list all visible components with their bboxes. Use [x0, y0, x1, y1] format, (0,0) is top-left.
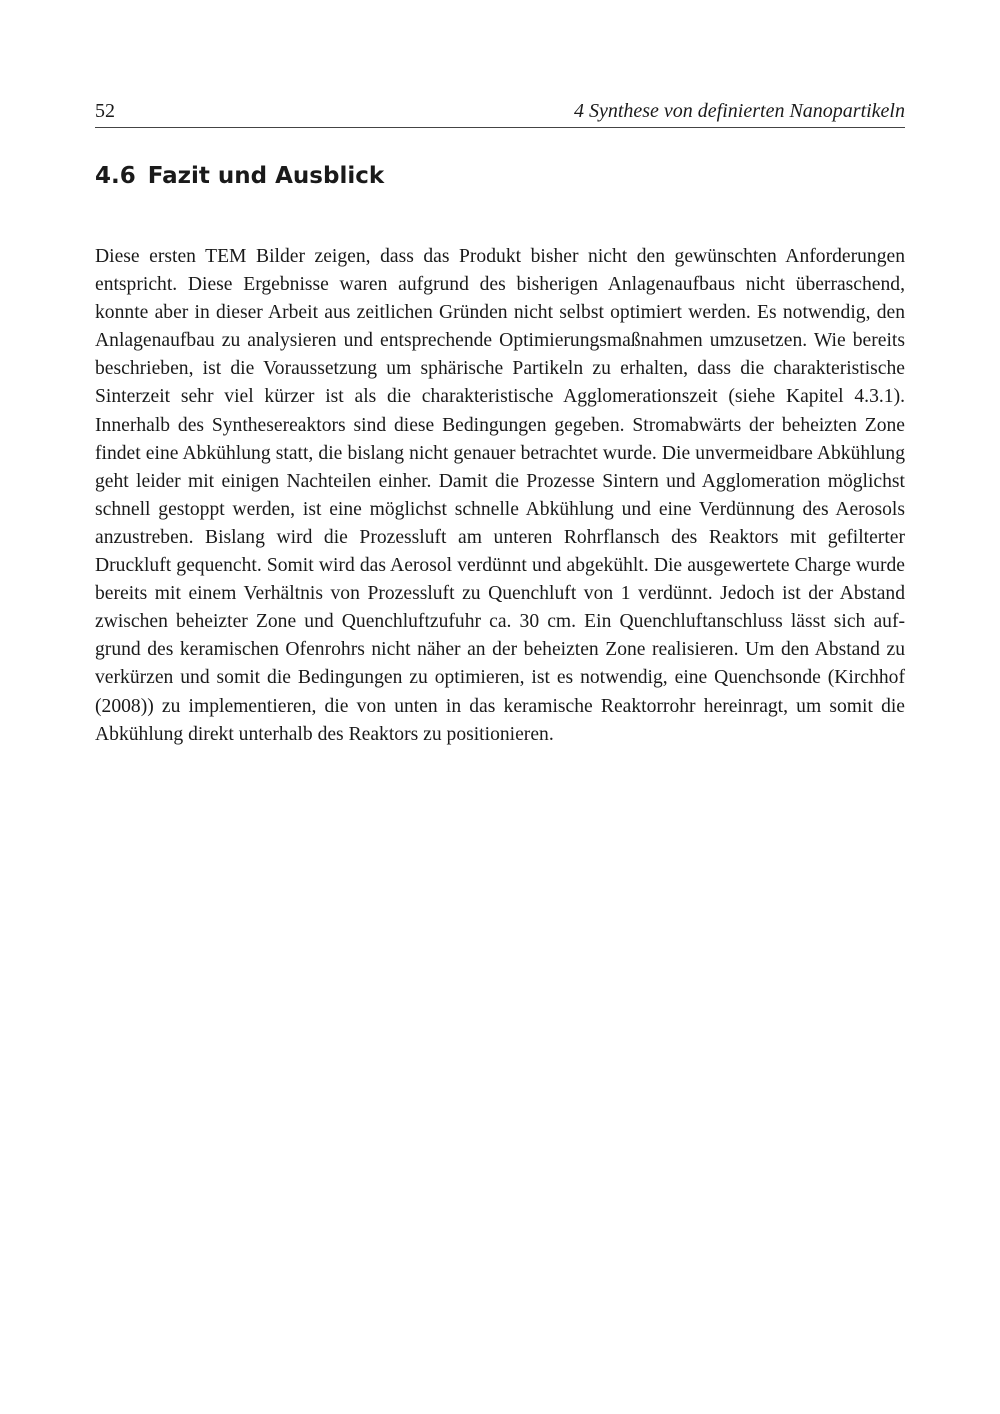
section-number: 4.6 [95, 163, 136, 189]
section-heading [95, 163, 384, 189]
running-header [95, 100, 905, 128]
body-paragraph: Diese ersten TEM Bilder zeigen, dass das Produkt bisher nicht den gewünschten Anforderungen entspricht. Diese Ergebnisse waren aufgrund des bisherigen Anlagenaufbaus nicht überraschend, konnte aber in dieser Arbeit aus zeitlichen Gründen nicht selbst optimiert werden. Es notwendig, den Anlagenaufbau zu analysieren und entsprechende Optimierungsmaßnahmen umzusetzen. Wie bereits beschrieben, ist die Voraussetzung um sphärische Partikeln zu erhalten, dass die charakteristische Sinterzeit sehr viel kürzer ist als die charakteristische Agglomerationszeit (siehe Kapitel 4.3.1). Innerhalb des Synthesereaktors sind diese Bedingungen gegeben. Stromabwärts der beheizten Zone findet eine Abkühlung statt, die bislang nicht genauer betrachtet wurde. Die unvermeidbare Abkühlung geht leider mit einigen Nachteilen einher. Damit die Prozesse Sintern und Agglomeration möglichst schnell gestoppt werden, ist eine möglichst schnelle Abkühlung und eine Verdünnung des Aerosols anzustreben. Bislang wird die Prozessluft am unteren Rohrflansch des Reaktors mit gefilterter Druckluft gequencht. Somit wird das Aerosol verdünnt und abgekühlt. Die ausgewertete Charge wurde bereits mit einem Verhältnis von Prozessluft zu Quenchluft von 1 verdünnt. Jedoch ist der Abstand zwischen beheizter Zone und Quenchluftzufuhr ca. 30 cm. Ein Quenchluftanschluss lässt sich aufgrund des keramischen Ofenrohrs nicht näher an der beheizten Zone realisieren. Um den Abstand zu verkürzen und somit die Bedingungen zu optimieren, ist es notwendig, eine Quenchsonde (Kirchhof (2008)) zu implementieren, die von unten in das keramische Reaktorrohr hereinragt, um somit die Abkühlung direkt unterhalb des Reaktors zu positionieren. [95, 246, 905, 745]
chapter-title: 4 Synthese von definierten Nanopartikeln [573, 100, 905, 122]
section-title: Fazit und Ausblick [147, 163, 385, 189]
page-number: 52 [95, 100, 115, 122]
